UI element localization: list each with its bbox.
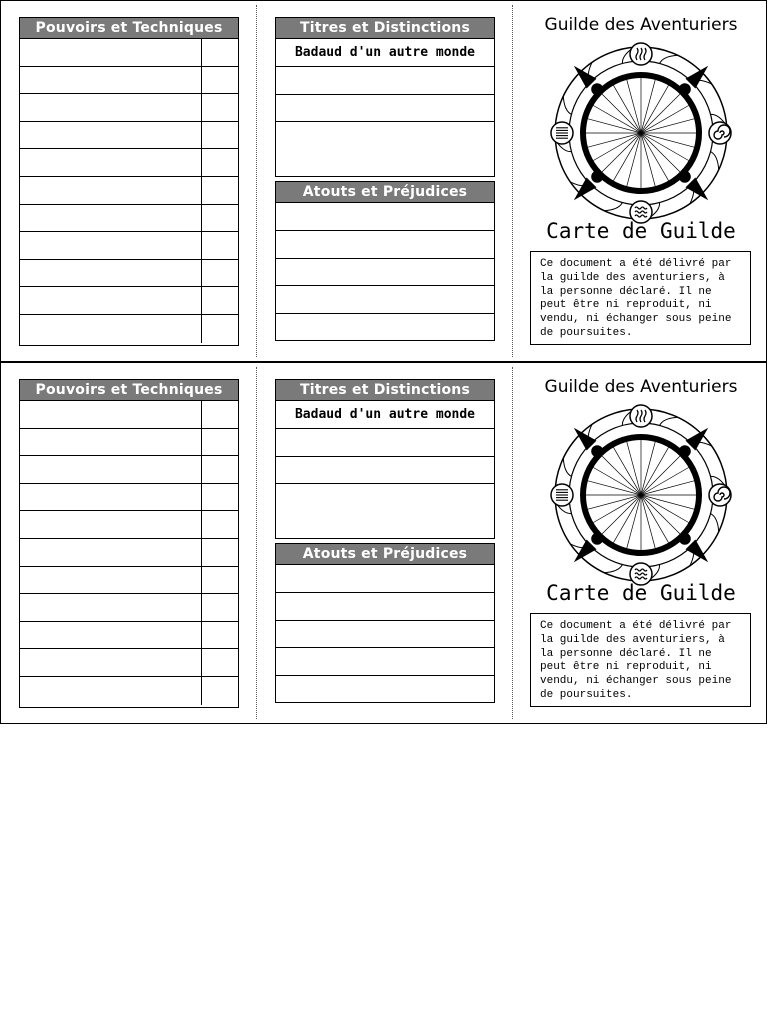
powers-row: [20, 429, 238, 457]
spiral-icon: [709, 484, 731, 506]
titles-row: [276, 67, 494, 95]
titles-row: [276, 457, 494, 485]
blank-page-area: [0, 724, 768, 1024]
spiral-icon: [709, 122, 731, 144]
titles-row: Badaud d'un autre monde: [276, 401, 494, 429]
air-lines-icon: [551, 122, 573, 144]
powers-row: [20, 232, 238, 260]
powers-row: [20, 622, 238, 650]
powers-row: [20, 260, 238, 288]
powers-row: [20, 511, 238, 539]
atouts-header: Atouts et Préjudices: [276, 182, 494, 203]
atouts-panel: [275, 543, 495, 703]
powers-row: [20, 456, 238, 484]
powers-row: [20, 315, 238, 343]
powers-row: [20, 677, 238, 705]
guild-name: Guilde des Aventuriers: [544, 377, 738, 397]
guild-card-1: [0, 0, 767, 362]
titles-row: Badaud d'un autre monde: [276, 39, 494, 67]
powers-row: [20, 205, 238, 233]
powers-panel: [19, 17, 239, 346]
card-title: Carte de Guilde: [546, 581, 736, 605]
atouts-panel: [275, 181, 495, 341]
guild-name: Guilde des Aventuriers: [544, 15, 738, 35]
powers-header: Pouvoirs et Techniques: [20, 380, 238, 401]
titles-row: [276, 122, 494, 150]
guild-emblem: [549, 403, 733, 587]
atouts-row: [276, 203, 494, 231]
titles-panel: [275, 17, 495, 177]
powers-row: [20, 39, 238, 67]
fold-line: [256, 367, 257, 719]
card-title: Carte de Guilde: [546, 219, 736, 243]
notice-text: Ce document a été délivré par la guilde des aventuriers, à la personne déclaré. Il ne peut être ni reproduit, ni vendu, ni échanger sous peine de poursuites.: [530, 613, 751, 707]
guild-card-2: [0, 362, 767, 724]
air-lines-icon: [551, 484, 573, 506]
powers-row: [20, 594, 238, 622]
titles-row: [276, 484, 494, 512]
powers-row: [20, 149, 238, 177]
powers-row: [20, 484, 238, 512]
powers-panel: [19, 379, 239, 708]
atouts-row: [276, 314, 494, 342]
powers-row: [20, 539, 238, 567]
fold-line: [256, 5, 257, 357]
powers-row: [20, 401, 238, 429]
atouts-row: [276, 286, 494, 314]
titles-panel: [275, 379, 495, 539]
steam-icon: [630, 43, 652, 65]
powers-row: [20, 649, 238, 677]
notice-text: Ce document a été délivré par la guilde des aventuriers, à la personne déclaré. Il ne peut être ni reproduit, ni vendu, ni échanger sous peine de poursuites.: [530, 251, 751, 345]
steam-icon: [630, 405, 652, 427]
powers-row: [20, 287, 238, 315]
titles-header: Titres et Distinctions: [276, 18, 494, 39]
atouts-row: [276, 231, 494, 259]
titles-header: Titres et Distinctions: [276, 380, 494, 401]
atouts-row: [276, 676, 494, 704]
powers-header: Pouvoirs et Techniques: [20, 18, 238, 39]
atouts-row: [276, 648, 494, 676]
powers-row: [20, 67, 238, 95]
atouts-row: [276, 259, 494, 287]
fold-line: [512, 367, 513, 719]
titles-row: [276, 95, 494, 123]
powers-row: [20, 567, 238, 595]
powers-row: [20, 122, 238, 150]
powers-row: [20, 94, 238, 122]
fold-line: [512, 5, 513, 357]
titles-row: [276, 429, 494, 457]
guild-emblem: [549, 41, 733, 225]
atouts-row: [276, 621, 494, 649]
atouts-row: [276, 593, 494, 621]
atouts-row: [276, 565, 494, 593]
powers-row: [20, 177, 238, 205]
atouts-header: Atouts et Préjudices: [276, 544, 494, 565]
